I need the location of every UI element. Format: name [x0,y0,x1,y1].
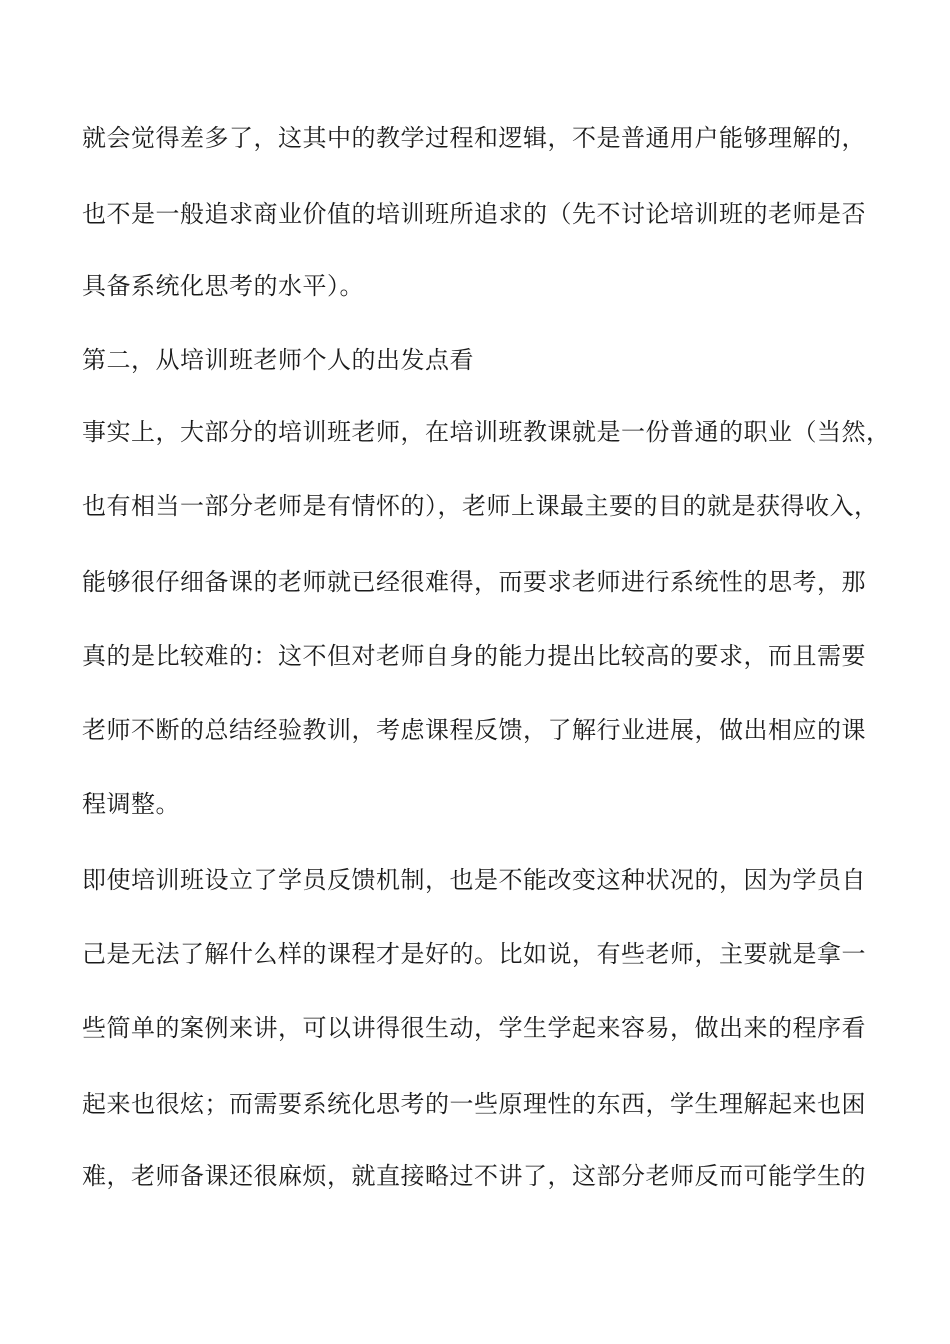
paragraph-3-line-4: 起来也很炫；而需要系统化思考的一些原理性的东西，学生理解起来也困 [82,1090,866,1118]
paragraph-3-line-2: 己是无法了解什么样的课程才是好的。比如说，有些老师，主要就是拿一 [82,940,866,968]
section-heading: 第二，从培训班老师个人的出发点看 [82,346,474,374]
paragraph-2-line-6: 程调整。 [82,790,180,818]
paragraph-2-line-5: 老师不断的总结经验教训，考虑课程反馈，了解行业进展，做出相应的课 [82,716,866,744]
paragraph-1-line-3: 具备系统化思考的水平）。 [82,272,364,300]
paragraph-2-line-1: 事实上，大部分的培训班老师，在培训班教课就是一份普通的职业（当然， [82,418,891,446]
paragraph-1-line-1: 就会觉得差多了，这其中的教学过程和逻辑，不是普通用户能够理解的， [82,124,866,152]
paragraph-2-line-2: 也有相当一部分老师是有情怀的），老师上课最主要的目的就是获得收入， [82,492,879,520]
paragraph-3-line-1: 即使培训班设立了学员反馈机制，也是不能改变这种状况的，因为学员自 [82,866,866,894]
paragraph-2-line-4: 真的是比较难的：这不但对老师自身的能力提出比较高的要求，而且需要 [82,642,866,670]
paragraph-2-line-3: 能够很仔细备课的老师就已经很难得，而要求老师进行系统性的思考，那 [82,568,866,596]
paragraph-3-line-5: 难，老师备课还很麻烦，就直接略过不讲了，这部分老师反而可能学生的 [82,1162,866,1190]
paragraph-3-line-3: 些简单的案例来讲，可以讲得很生动，学生学起来容易，做出来的程序看 [82,1014,866,1042]
paragraph-1-line-2: 也不是一般追求商业价值的培训班所追求的（先不讨论培训班的老师是否 [82,200,866,228]
